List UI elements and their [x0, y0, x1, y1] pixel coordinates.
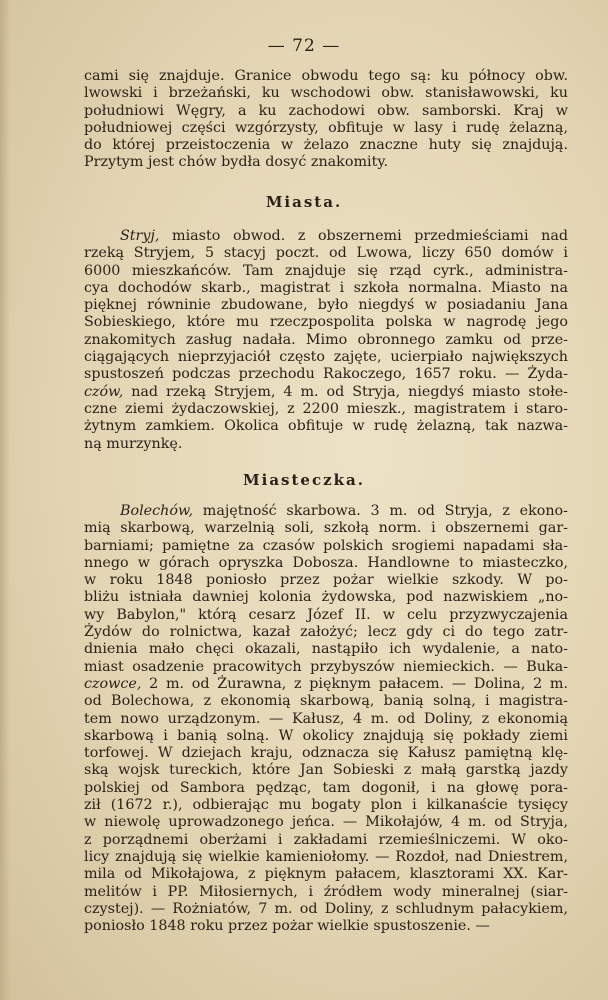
text-line: [84, 228, 568, 245]
text-line: [84, 918, 568, 935]
text-line: [84, 780, 568, 797]
text-fragment: tem nowo urządzonym. — Kałusz, 4 m. od Doliny, z ekonomią: [84, 710, 568, 727]
text-fragment: mią skarbową, warzelnią soli, szkołą norm. i obszernemi gar-: [84, 520, 568, 537]
text-line: [84, 366, 568, 383]
text-line: [84, 884, 568, 901]
text-fragment: melitów i PP. Miłosiernych, i źródłem wody mineralnej (siar-: [84, 883, 568, 900]
text-fragment: nnego w górach opryszka Dobosza. Handlowne to miasteczko,: [84, 554, 568, 571]
text-line: [84, 797, 568, 814]
text-line: [84, 538, 568, 555]
text-line: [84, 401, 568, 418]
text-line: [84, 832, 568, 849]
text-line: [84, 659, 568, 676]
text-line: [84, 693, 568, 710]
text-line: [84, 641, 568, 658]
text-fragment: Żydów do rolnictwa, kazał założyć; lecz gdy ci do tego zatr-: [84, 624, 568, 641]
text-fragment: w roku 1848 poniosło przez pożar wielkie szkody. W po-: [84, 572, 568, 589]
paragraph-intro: [84, 68, 568, 172]
text-line: [84, 589, 568, 606]
text-line: [84, 901, 568, 918]
text-fragment: ził (1672 r.), odbierając mu bogaty plon i kilkanaście tysięcy: [84, 797, 568, 814]
text-line: [84, 263, 568, 280]
text-line: [84, 745, 568, 762]
text-line: [84, 280, 568, 297]
page-edge: [0, 0, 10, 1000]
paragraph-miasteczka: [84, 503, 568, 935]
text-line: [84, 332, 568, 349]
text-line: [84, 849, 568, 866]
text-fragment: Sobieskiego, które mu rzeczpospolita polska w nagrodę jego: [84, 314, 568, 331]
text-fragment: skarbową i banią solną. W okolicy znajdują się pokłady ziemi: [84, 727, 568, 744]
text-line: [84, 676, 568, 693]
section-heading-miasteczka: Miasteczka.: [243, 471, 365, 489]
text-fragment: majętność skarbowa. 3 m. od Stryja, z ekono-: [193, 503, 568, 519]
text-line: do której przeistoczenia w żelazo znaczne huty się znajdują.: [84, 137, 568, 154]
text-line: [84, 762, 568, 779]
text-fragment: 6000 mieszkańców. Tam znajduje się rząd cyrk., administra-: [84, 262, 568, 279]
text-fragment: dnienia mało chęci okazali, nastąpiło ich wydalenie, a nato-: [84, 641, 568, 658]
text-fragment: nad rzeką Stryjem, 4 m. od Stryja, niegdyś miasto stołe-: [123, 383, 568, 400]
text-fragment: czne ziemi żydaczowskiej, z 2200 mieszk., magistratem i staro-: [84, 400, 568, 417]
text-line: [84, 384, 568, 401]
text-line: [84, 866, 568, 883]
text-line: [84, 728, 568, 745]
text-fragment: poniosło 1848 roku przez pożar wielkie spustoszenie. —: [84, 918, 490, 935]
text-line: południowi Węgry, a ku zachodowi obw. samborski. Kraj w: [84, 102, 568, 119]
text-line: lwowski i brzeżański, ku wschodowi obw. stanisławowski, ku: [84, 85, 568, 102]
text-fragment: miast osadzenie pracowitych przybyszów niemieckich. — Buka-: [84, 658, 568, 675]
text-line: [84, 503, 568, 520]
text-fragment: spustoszeń podczas przechodu Rakoczego, 1657 roku. — Żyda-: [84, 366, 568, 383]
place-name: Stryj,: [120, 228, 160, 244]
text-fragment: cya dochodów skarb., magistrat i szkoła normalna. Miasto na: [84, 279, 568, 296]
text-fragment: znakomitych zasług nadała. Mimo obronnego zamku od prze-: [84, 331, 568, 348]
text-line: [84, 314, 568, 331]
text-line: [84, 520, 568, 537]
text-line: południowej części wzgórzysty, obfituje w lasy i rudę żelazną,: [84, 119, 568, 136]
text-line: [84, 436, 568, 453]
paragraph-miasta: [84, 228, 568, 453]
text-line: [84, 297, 568, 314]
text-line: [84, 245, 568, 262]
text-line: [84, 624, 568, 641]
place-name: czowce,: [84, 675, 142, 692]
text-fragment: ną murzynkę.: [84, 435, 183, 452]
text-line: [84, 814, 568, 831]
place-name: Bolechów,: [120, 503, 194, 519]
text-fragment: w niewolę uprowadzonego jeńca. — Mikołajów, 4 m. od Stryja,: [84, 814, 568, 831]
text-line: Przytym jest chów bydła dosyć znakomity.: [84, 154, 389, 171]
text-fragment: rzeką Stryjem, 5 stacyj poczt. od Lwowa, liczy 650 domów i: [84, 245, 568, 262]
text-line: [84, 418, 568, 435]
text-line: [84, 555, 568, 572]
text-fragment: czystej). — Rożniatów, 7 m. od Doliny, z schludnym pałacykiem,: [84, 900, 568, 917]
text-fragment: wy Babylon," którą cesarz Józef II. w celu przyzwyczajenia: [84, 606, 568, 623]
text-fragment: licy znajdują się wielkie kamieniołomy. — Rozdoł, nad Dniestrem,: [84, 848, 568, 865]
text-line: [84, 711, 568, 728]
text-fragment: miasto obwod. z obszernemi przedmieściami nad: [159, 228, 568, 244]
text-fragment: mila od Mikołajowa, z pięknym pałacem, klasztorami XX. Kar-: [84, 866, 568, 883]
text-fragment: ską wojsk tureckich, które Jan Sobieski z małą garstką jazdy: [84, 762, 568, 779]
text-line: [84, 607, 568, 624]
text-line: [84, 349, 568, 366]
place-name: czów,: [84, 383, 124, 400]
text-fragment: polskiej od Sambora pędząc, tam dogonił, i na głowę pora-: [84, 779, 568, 796]
text-line: cami się znajduje. Granice obwodu tego są: ku północy obw.: [84, 68, 568, 84]
text-fragment: z porządnemi oberżami i zakładami rzemieślniczemi. W oko-: [84, 831, 568, 848]
text-fragment: żytnym zamkiem. Okolica obfituje w rudę żelazną, tak nazwa-: [84, 418, 568, 435]
text-fragment: pięknej równinie zbudowane, było niegdyś w posiadaniu Jana: [84, 297, 568, 314]
page-number: — 72 —: [267, 36, 341, 56]
text-fragment: bliżu istniała dawniej kolonia żydowska, pod nazwiskiem „no-: [84, 589, 568, 606]
text-line: [84, 572, 568, 589]
text-fragment: ciągających nieprzyjaciół często zajęte, ucierpiało największych: [84, 349, 568, 366]
text-fragment: 2 m. od Żurawna, z pięknym pałacem. — Dolina, 2 m.: [141, 675, 568, 692]
text-fragment: od Bolechowa, z ekonomią skarbową, banią solną, i magistra-: [84, 693, 568, 710]
text-fragment: barniami; pamiętne za czasów polskich srogiemi napadami sła-: [84, 537, 568, 554]
text-fragment: torfowej. W dziejach kraju, odznacza się Kałusz pamiętną klę-: [84, 745, 568, 762]
section-heading-miasta: Miasta.: [265, 193, 343, 211]
